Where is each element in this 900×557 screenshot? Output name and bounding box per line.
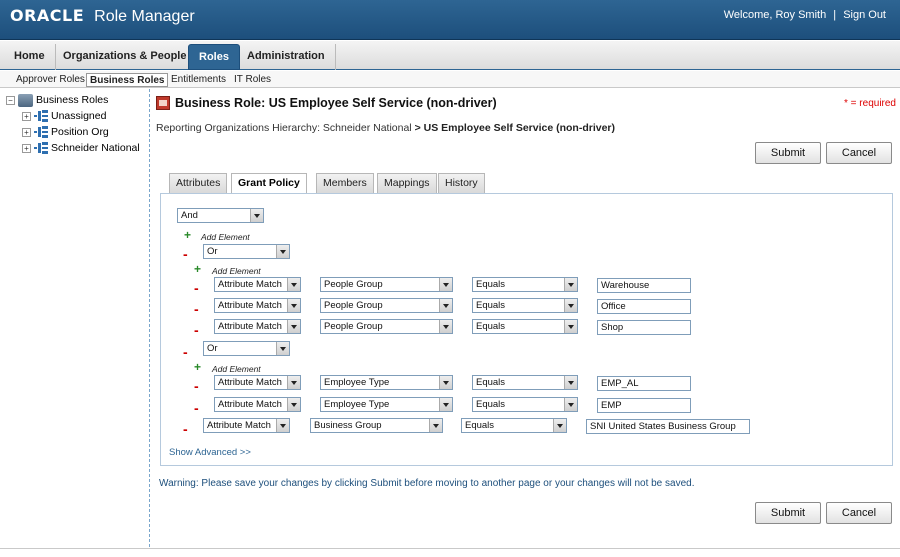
select-value: Attribute Match (207, 420, 271, 431)
main-content (151, 89, 900, 547)
remove-row-icon[interactable]: - (194, 322, 199, 338)
sign-out-link[interactable]: Sign Out (843, 9, 886, 21)
match-type-select[interactable] (214, 277, 301, 292)
app-title: Role Manager (94, 8, 195, 25)
sub-nav (0, 71, 900, 88)
hierarchy-icon (34, 142, 48, 154)
tree-item-label: Unassigned (51, 110, 107, 122)
select-value: People Group (324, 300, 383, 311)
select-value: Attribute Match (218, 300, 282, 311)
subtab-entitlements[interactable]: Entitlements (171, 74, 227, 85)
select-value: Attribute Match (218, 377, 282, 388)
match-type-select[interactable] (214, 375, 301, 390)
main-nav (0, 41, 900, 70)
value-input[interactable]: SNI United States Business Group (586, 419, 750, 434)
operator-select[interactable] (472, 298, 578, 313)
attribute-select[interactable] (320, 375, 453, 390)
business-roles-folder-icon (18, 94, 33, 107)
select-value: Equals (476, 321, 506, 332)
value-input[interactable]: EMP (597, 398, 691, 413)
tree-item-unassigned[interactable] (22, 108, 106, 124)
select-value: Employee Type (324, 399, 390, 410)
value-input[interactable]: Warehouse (597, 278, 691, 293)
select-value: Attribute Match (218, 321, 282, 332)
operator-select[interactable] (472, 375, 578, 390)
tab-administration[interactable]: Administration (237, 44, 336, 70)
add-icon[interactable]: + (194, 360, 202, 374)
hierarchy-icon (34, 110, 48, 122)
select-value: And (181, 210, 198, 221)
grant-policy-panel (160, 193, 893, 466)
welcome-text: Welcome, Roy Smith (723, 9, 827, 21)
attribute-select[interactable] (320, 319, 453, 334)
operator-select[interactable] (472, 397, 578, 412)
required-note: * = required (844, 98, 896, 109)
select-value: People Group (324, 279, 383, 290)
chevron-down-icon (276, 342, 289, 355)
chevron-down-icon (429, 419, 442, 432)
tab-grant-policy[interactable]: Grant Policy (231, 173, 307, 194)
tab-mappings[interactable]: Mappings (377, 173, 437, 193)
show-advanced-link[interactable]: Show Advanced >> (169, 447, 251, 458)
header-separator: | (833, 9, 837, 21)
select-value: Employee Type (324, 377, 390, 388)
chevron-down-icon (439, 376, 452, 389)
chevron-down-icon (287, 398, 300, 411)
select-value: Equals (476, 399, 506, 410)
tab-attributes[interactable]: Attributes (169, 173, 227, 193)
group1-operator-select[interactable] (203, 244, 290, 259)
remove-row-icon[interactable]: - (194, 280, 199, 296)
tree-item-position-org[interactable] (22, 124, 109, 140)
subtab-approver-roles[interactable]: Approver Roles (16, 74, 85, 85)
chevron-down-icon (276, 419, 289, 432)
tab-members[interactable]: Members (316, 173, 374, 193)
chevron-down-icon (287, 278, 300, 291)
page-title: Business Role: US Employee Self Service (non-driver) (175, 96, 497, 110)
role-tree (0, 89, 150, 547)
attribute-select[interactable] (320, 277, 453, 292)
app-header (0, 0, 900, 40)
remove-row-icon[interactable]: - (183, 421, 188, 437)
chevron-down-icon (564, 299, 577, 312)
breadcrumb-prefix: Reporting Organizations Hierarchy: Schneider National (156, 122, 412, 134)
add-icon[interactable]: + (194, 262, 202, 276)
select-value: Equals (476, 300, 506, 311)
group2-operator-select[interactable] (203, 341, 290, 356)
tab-history[interactable]: History (438, 173, 485, 193)
select-value: Equals (476, 279, 506, 290)
remove-row-icon[interactable]: - (194, 301, 199, 317)
chevron-down-icon (439, 278, 452, 291)
value-input[interactable]: Shop (597, 320, 691, 335)
attribute-select[interactable] (320, 298, 453, 313)
tree-item-label: Position Org (51, 126, 109, 138)
add-element-link[interactable]: Add Element (212, 266, 261, 276)
chevron-down-icon (439, 398, 452, 411)
chevron-down-icon (276, 245, 289, 258)
operator-select[interactable] (472, 319, 578, 334)
tree-item-schneider-national[interactable] (22, 140, 140, 156)
match-type-select[interactable] (214, 298, 301, 313)
app-logo (10, 6, 195, 28)
chevron-down-icon (439, 320, 452, 333)
add-element-link[interactable]: Add Element (212, 364, 261, 374)
cancel-button-bottom[interactable]: Cancel (826, 502, 892, 524)
select-value: Or (207, 246, 218, 257)
unsaved-warning: Warning: Please save your changes by clicking Submit before moving to another page or your changes will not be saved. (159, 478, 695, 489)
match-type-select[interactable] (214, 397, 301, 412)
remove-group-icon[interactable]: - (183, 344, 188, 360)
chevron-down-icon (287, 299, 300, 312)
operator-select[interactable] (472, 277, 578, 292)
chevron-down-icon (564, 278, 577, 291)
value-input[interactable]: Office (597, 299, 691, 314)
select-value: Attribute Match (218, 279, 282, 290)
match-type-select[interactable] (203, 418, 290, 433)
hierarchy-icon (34, 126, 48, 138)
breadcrumb-arrow: > (414, 122, 421, 134)
add-element-link[interactable]: Add Element (201, 232, 250, 242)
expand-icon[interactable]: + (22, 128, 31, 137)
submit-button-bottom[interactable]: Submit (755, 502, 821, 524)
expand-icon[interactable]: + (22, 112, 31, 121)
attribute-select[interactable] (320, 397, 453, 412)
remove-row-icon[interactable]: - (194, 400, 199, 416)
select-value: Business Group (314, 420, 382, 431)
business-role-icon (156, 96, 170, 110)
breadcrumb-current: US Employee Self Service (non-driver) (423, 122, 616, 134)
chevron-down-icon (250, 209, 263, 222)
chevron-down-icon (287, 376, 300, 389)
select-value: Or (207, 343, 218, 354)
tab-organizations-people[interactable]: Organizations & People (53, 44, 197, 70)
select-value: Equals (465, 420, 495, 431)
add-icon[interactable]: + (184, 228, 192, 242)
chevron-down-icon (439, 299, 452, 312)
subtab-business-roles[interactable]: Business Roles (86, 73, 168, 87)
tree-root-label: Business Roles (36, 94, 109, 106)
tab-roles[interactable]: Roles (188, 44, 240, 70)
chevron-down-icon (564, 376, 577, 389)
tree-root[interactable] (6, 92, 108, 108)
attribute-select[interactable] (310, 418, 443, 433)
select-value: People Group (324, 321, 383, 332)
chevron-down-icon (564, 398, 577, 411)
collapse-icon[interactable]: − (6, 96, 15, 105)
remove-row-icon[interactable]: - (194, 378, 199, 394)
top-operator-select[interactable] (177, 208, 264, 223)
operator-select[interactable] (461, 418, 567, 433)
remove-group-icon[interactable]: - (183, 246, 188, 262)
cancel-button-top[interactable]: Cancel (826, 142, 892, 164)
subtab-it-roles[interactable]: IT Roles (234, 74, 272, 85)
tree-item-label: Schneider National (51, 142, 140, 154)
expand-icon[interactable]: + (22, 144, 31, 153)
value-input[interactable]: EMP_AL (597, 376, 691, 391)
breadcrumb (156, 122, 615, 134)
footer-divider (0, 548, 900, 549)
chevron-down-icon (553, 419, 566, 432)
match-type-select[interactable] (214, 319, 301, 334)
user-area (724, 9, 886, 21)
oracle-brand: ORACLE (10, 6, 85, 25)
tab-home[interactable]: Home (4, 44, 56, 70)
page-header (156, 96, 497, 110)
chevron-down-icon (287, 320, 300, 333)
select-value: Attribute Match (218, 399, 282, 410)
chevron-down-icon (564, 320, 577, 333)
submit-button-top[interactable]: Submit (755, 142, 821, 164)
select-value: Equals (476, 377, 506, 388)
